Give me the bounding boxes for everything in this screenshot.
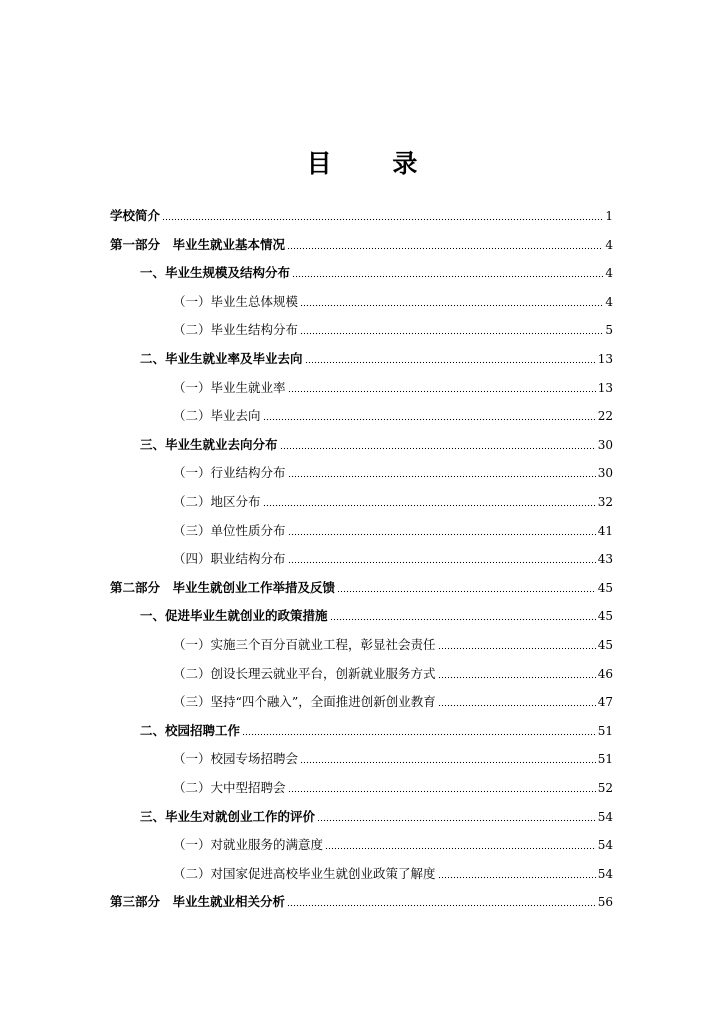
- toc-entry[interactable]: [173, 492, 613, 512]
- toc-leader-dots: [300, 330, 603, 335]
- toc-entry-page: 5: [605, 323, 613, 337]
- toc-entry[interactable]: [173, 378, 613, 398]
- toc-leader-dots: [325, 845, 596, 850]
- toc-entry-label: 三、毕业生就业去向分布: [140, 437, 278, 452]
- toc-entry-label: （二）对国家促进高校毕业生就创业政策了解度: [173, 866, 436, 881]
- toc-leader-dots: [280, 445, 596, 450]
- toc-entry-page: 45: [597, 638, 613, 652]
- toc-entry[interactable]: [173, 778, 613, 798]
- toc-leader-dots: [438, 645, 596, 650]
- toc-entry-page: 13: [597, 352, 613, 366]
- toc-entry[interactable]: [140, 721, 613, 741]
- toc-entry[interactable]: [173, 864, 613, 884]
- toc-entry-label: （三）坚持“四个融入”，全面推进创新创业教育: [173, 694, 436, 709]
- toc-entry-label: 一、促进毕业生就创业的政策措施: [140, 608, 328, 623]
- toc-entry-page: 32: [597, 495, 613, 509]
- toc-entry-label: （一）毕业生就业率: [173, 380, 286, 395]
- toc-entry-label: （二）大中型招聘会: [173, 780, 286, 795]
- toc-entry-label: （二）毕业去向: [173, 408, 261, 423]
- toc-leader-dots: [162, 216, 603, 221]
- toc-entry-label: 学校简介: [110, 208, 161, 223]
- toc-entry-label: 二、校园招聘工作: [140, 723, 241, 738]
- toc-entry-page: 56: [597, 895, 613, 909]
- toc-entry-label: （二）毕业生结构分布: [173, 322, 299, 337]
- toc-leader-dots: [317, 817, 596, 822]
- toc-entry-page: 45: [597, 581, 613, 595]
- toc-leader-dots: [305, 359, 596, 364]
- toc-leader-dots: [287, 245, 603, 250]
- toc-leader-dots: [292, 273, 603, 278]
- toc-leader-dots: [330, 616, 596, 621]
- toc-entry-page: 41: [597, 524, 613, 538]
- toc-entry-page: 4: [605, 238, 613, 252]
- toc-entry-label: （三）单位性质分布: [173, 523, 286, 538]
- toc-entry[interactable]: [173, 749, 613, 769]
- toc-entry-page: 22: [597, 409, 613, 423]
- toc-entry-page: 51: [597, 752, 613, 766]
- toc-entry-page: 43: [597, 552, 613, 566]
- toc-entry[interactable]: [173, 292, 613, 312]
- toc-leader-dots: [288, 473, 596, 478]
- toc-entry[interactable]: [140, 807, 613, 827]
- toc-entry-page: 51: [597, 724, 613, 738]
- toc-entry[interactable]: [140, 606, 613, 626]
- toc-leader-dots: [438, 674, 596, 679]
- toc-entry-label: 三、毕业生对就创业工作的评价: [140, 809, 316, 824]
- toc-leader-dots: [288, 559, 596, 564]
- toc-leader-dots: [438, 702, 596, 707]
- toc-leader-dots: [288, 531, 596, 536]
- toc-entry-label: （四）职业结构分布: [173, 551, 286, 566]
- toc-entry-page: 54: [597, 867, 613, 881]
- toc-entry[interactable]: [140, 263, 613, 283]
- toc-leader-dots: [263, 416, 596, 421]
- toc-entry-page: 13: [597, 381, 613, 395]
- toc-entry-label: 二、毕业生就业率及毕业去向: [140, 351, 303, 366]
- toc-leader-dots: [300, 759, 596, 764]
- toc-entry-page: 54: [597, 810, 613, 824]
- toc-entry-label: 第三部分 毕业生就业相关分析: [110, 894, 286, 909]
- toc-entry[interactable]: [173, 664, 613, 684]
- toc-entry-page: 4: [605, 266, 613, 280]
- toc-leader-dots: [438, 874, 596, 879]
- toc-entry[interactable]: [173, 692, 613, 712]
- toc-leader-dots: [300, 302, 603, 307]
- toc-entry[interactable]: [110, 206, 613, 226]
- toc-entry-label: （二）创设长理云就业平台，创新就业服务方式: [173, 666, 436, 681]
- toc-entry-page: 30: [597, 438, 613, 452]
- toc-entry[interactable]: [173, 521, 613, 541]
- page-title: 目 录: [306, 149, 444, 178]
- toc-leader-dots: [263, 502, 596, 507]
- toc-leader-dots: [337, 588, 596, 593]
- toc-entry[interactable]: [173, 835, 613, 855]
- toc-entry[interactable]: [140, 349, 613, 369]
- toc-entry[interactable]: [173, 463, 613, 483]
- toc-entry[interactable]: [110, 578, 613, 598]
- toc-leader-dots: [242, 731, 596, 736]
- toc-leader-dots: [288, 788, 596, 793]
- toc-entry-page: 1: [605, 209, 613, 223]
- toc-entry[interactable]: [173, 549, 613, 569]
- toc-entry-page: 30: [597, 466, 613, 480]
- toc-entry-page: 54: [597, 838, 613, 852]
- toc-entry-label: （一）毕业生总体规模: [173, 294, 299, 309]
- toc-entry-page: 47: [597, 695, 613, 709]
- toc-leader-dots: [288, 388, 596, 393]
- toc-entry-label: （一）行业结构分布: [173, 465, 286, 480]
- toc-entry-label: 一、毕业生规模及结构分布: [140, 265, 291, 280]
- toc-entry[interactable]: [173, 406, 613, 426]
- toc-entry-page: 4: [605, 295, 613, 309]
- toc-entry-page: 45: [597, 609, 613, 623]
- toc-entry-label: 第二部分 毕业生就创业工作举措及反馈: [110, 580, 336, 595]
- toc-entry[interactable]: [110, 235, 613, 255]
- toc-entry-label: （一）校园专场招聘会: [173, 751, 299, 766]
- toc-leader-dots: [287, 902, 596, 907]
- toc-entry-label: （二）地区分布: [173, 494, 261, 509]
- toc-entry[interactable]: [140, 435, 613, 455]
- toc-entry-label: 第一部分 毕业生就业基本情况: [110, 237, 286, 252]
- toc-entry-page: 46: [597, 667, 613, 681]
- toc-entry[interactable]: [173, 320, 613, 340]
- toc-entry-label: （一）实施三个百分百就业工程，彰显社会责任: [173, 637, 436, 652]
- toc-entry-label: （一）对就业服务的满意度: [173, 837, 324, 852]
- toc-entry-page: 52: [597, 781, 613, 795]
- toc-entry[interactable]: [110, 892, 613, 912]
- toc-entry[interactable]: [173, 635, 613, 655]
